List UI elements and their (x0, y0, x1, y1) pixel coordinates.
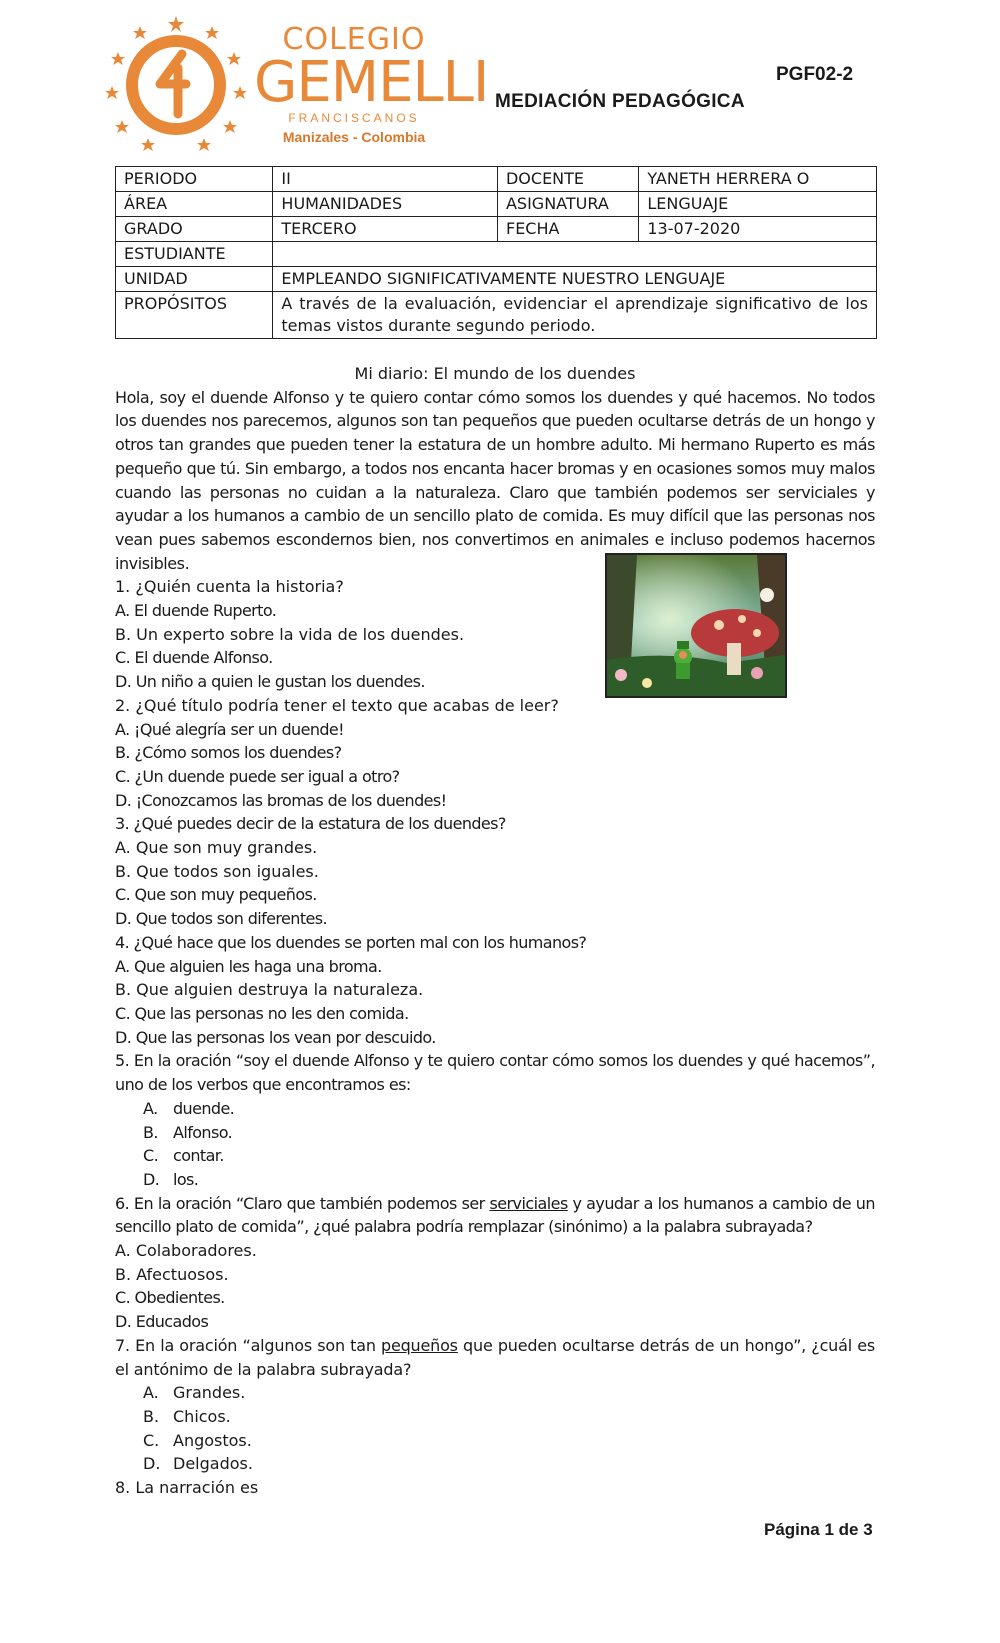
asignatura-label: ASIGNATURA (497, 192, 638, 217)
question-text: 6. En la oración “Claro que también podemos ser (115, 1193, 490, 1213)
option-text: los. (173, 1169, 199, 1189)
option-5d[interactable] (115, 1168, 875, 1192)
option-text: Alfonso. (173, 1122, 233, 1142)
question-1: 1. ¿Quién cuenta la historia? (115, 577, 344, 597)
question-6 (115, 1192, 875, 1239)
estudiante-label: ESTUDIANTE (116, 242, 273, 267)
table-row (116, 242, 877, 267)
question-text: que pueden ocultarse detrás de un hongo”, ¿cuál es el antónimo de la palabra subrayada? (115, 1335, 875, 1379)
option-letter: C. (143, 1146, 159, 1166)
fecha-value: 13-07-2020 (639, 217, 877, 242)
docente-value: YANETH HERRERA O (639, 167, 877, 192)
option-text: Delgados. (173, 1454, 253, 1474)
option-2d[interactable]: D. ¡Conozcamos las bromas de los duendes! (115, 790, 447, 810)
option-letter: D. (143, 1169, 160, 1189)
option-2b[interactable]: B. ¿Cómo somos los duendes? (115, 743, 342, 763)
option-7d[interactable] (115, 1452, 875, 1476)
school-logo (104, 14, 489, 156)
table-row (116, 292, 877, 339)
option-6c[interactable]: C. Obedientes. (115, 1288, 225, 1308)
question-text: y ayudar a los humanos a cambio de un sencillo plato de comida”, ¿qué palabra podría remplazar (sinónimo) a la palabra subrayada? (115, 1193, 875, 1237)
estudiante-field[interactable] (273, 242, 877, 267)
option-letter: B. (143, 1122, 158, 1142)
question-4: 4. ¿Qué hace que los duendes se porten mal con los humanos? (115, 932, 587, 952)
table-row (116, 267, 877, 292)
propositos-value: A través de la evaluación, evidenciar el aprendizaje significativo de los temas vistos durante segundo periodo. (273, 292, 877, 339)
page-number: Página 1 de 3 (764, 1520, 873, 1539)
periodo-value: II (273, 167, 498, 192)
question-8: 8. La narración es (115, 1478, 259, 1498)
periodo-label: PERIODO (116, 167, 273, 192)
option-7b[interactable] (115, 1405, 875, 1429)
option-3d[interactable]: D. Que todos son diferentes. (115, 909, 327, 929)
question-2: 2. ¿Qué título podría tener el texto que acabas de leer? (115, 695, 559, 715)
option-6b[interactable]: B. Afectuosos. (115, 1264, 229, 1284)
question-7 (115, 1334, 875, 1381)
option-5b[interactable] (115, 1121, 875, 1145)
question-5: 5. En la oración “soy el duende Alfonso y te quiero contar cómo somos los duendes y qué hacemos”, uno de los verbos que encontramos es: (115, 1051, 875, 1095)
logo-line-gemelli: GEMELLI (254, 50, 489, 115)
option-4b[interactable]: B. Que alguien destruya la naturaleza. (115, 980, 424, 1000)
area-label: ÁREA (116, 192, 273, 217)
question-text: 7. En la oración “algunos son tan (115, 1335, 381, 1355)
question-3: 3. ¿Qué puedes decir de la estatura de los duendes? (115, 814, 506, 834)
unidad-value: EMPLEANDO SIGNIFICATIVAMENTE NUESTRO LENGUAJE (273, 267, 877, 292)
option-3b[interactable]: B. Que todos son iguales. (115, 861, 319, 881)
option-1d[interactable]: D. Un niño a quien le gustan los duendes. (115, 672, 425, 692)
option-1b[interactable]: B. Un experto sobre la vida de los duendes. (115, 624, 465, 644)
propositos-label: PROPÓSITOS (116, 292, 273, 339)
option-letter: A. (143, 1098, 158, 1118)
option-4d[interactable]: D. Que las personas los vean por descuido. (115, 1027, 436, 1047)
option-6d[interactable]: D. Educados (115, 1312, 209, 1332)
option-text: Grandes. (173, 1383, 246, 1403)
table-row (116, 192, 877, 217)
logo-line-city: Manizales - Colombia (282, 129, 426, 145)
option-letter: B. (143, 1406, 160, 1426)
option-text: Angostos. (173, 1430, 252, 1450)
option-1c[interactable]: C. El duende Alfonso. (115, 648, 273, 668)
form-code: PGF02-2 (776, 64, 854, 85)
option-5c[interactable] (115, 1144, 875, 1168)
worksheet-content (115, 362, 875, 1500)
option-1a[interactable]: A. El duende Ruperto. (115, 601, 277, 621)
area-value: HUMANIDADES (273, 192, 498, 217)
option-7c[interactable] (115, 1429, 875, 1453)
option-2a[interactable]: A. ¡Qué alegría ser un duende! (115, 719, 344, 739)
option-2c[interactable]: C. ¿Un duende puede ser igual a otro? (115, 766, 400, 786)
grado-value: TERCERO (273, 217, 498, 242)
story-text: Hola, soy el duende Alfonso y te quiero contar cómo somos los duendes y qué hacemos. No todos los duendes nos parecemos, algunos son tan pequeños que pueden ocultarse detrás de un hongo y otros tan grandes que pueden tener la estatura de un hombre adulto. Mi hermano Ruperto es más pequeño que tú. Sin embargo, a todos nos encanta hacer bromas y en ocasiones somos muy malos cuando las personas no cuidan a la naturaleza. Claro que también podemos ser serviciales y ayudar a los humanos a cambio de un sencillo plato de comida. Es muy difícil que las personas nos vean pues sabemos escondernos bien, nos convertimos en animales e incluso podemos hacernos invisibles. (115, 387, 875, 573)
option-4c[interactable]: C. Que las personas no les den comida. (115, 1003, 409, 1023)
option-3c[interactable]: C. Que son muy pequeños. (115, 885, 317, 905)
option-5a[interactable] (115, 1097, 875, 1121)
table-row (116, 167, 877, 192)
unidad-label: UNIDAD (116, 267, 273, 292)
option-letter: C. (143, 1430, 160, 1450)
table-row (116, 217, 877, 242)
underlined-word: serviciales (489, 1193, 568, 1213)
option-6a[interactable]: A. Colaboradores. (115, 1241, 257, 1261)
docente-label: DOCENTE (497, 167, 638, 192)
document-title: MEDIACIÓN PEDAGÓGICA (495, 91, 745, 112)
logo-line-franciscanos: FRANCISCANOS (288, 111, 420, 125)
fecha-label: FECHA (497, 217, 638, 242)
underlined-word: pequeños (381, 1335, 458, 1355)
option-text: Chicos. (173, 1406, 231, 1426)
school-emblem-icon (104, 14, 254, 156)
option-text: contar. (173, 1146, 224, 1166)
logo-line-colegio: COLEGIO (282, 22, 426, 57)
option-4a[interactable]: A. Que alguien les haga una broma. (115, 956, 382, 976)
option-3a[interactable]: A. Que son muy grandes. (115, 838, 318, 858)
story-title: Mi diario: El mundo de los duendes (354, 364, 636, 383)
option-text: duende. (173, 1098, 235, 1118)
option-7a[interactable] (115, 1381, 875, 1405)
asignatura-value: LENGUAJE (639, 192, 877, 217)
option-letter: D. (143, 1454, 161, 1474)
grado-label: GRADO (116, 217, 273, 242)
info-table (115, 166, 877, 339)
option-letter: A. (143, 1383, 159, 1403)
